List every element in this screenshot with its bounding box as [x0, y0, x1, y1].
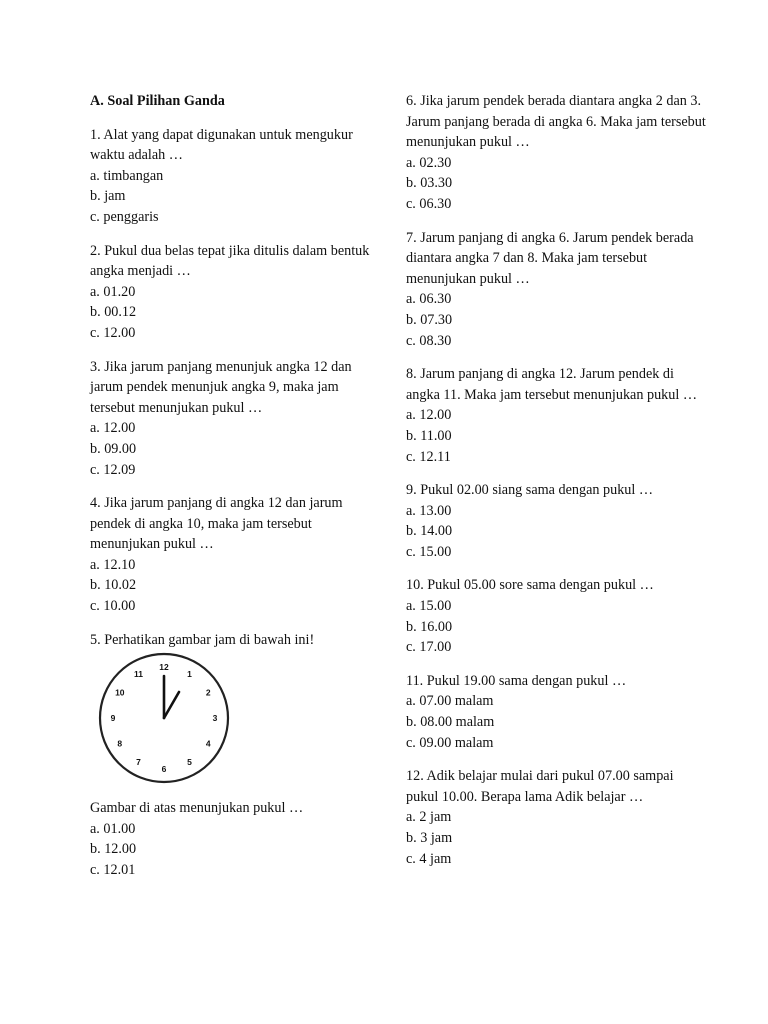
option-b: b. 14.00: [406, 523, 453, 540]
option-b: b. 11.00: [406, 427, 452, 444]
clock-number: 2: [205, 687, 211, 698]
question-12: [406, 766, 706, 869]
option-a: a. 12.00: [90, 420, 136, 437]
option-c: c. 06.30: [406, 195, 452, 212]
question-10: [406, 575, 706, 657]
option-b: b. 3 jam: [406, 830, 453, 846]
option-a: a. 02.30: [406, 154, 452, 171]
option-c: c. 12.00: [90, 324, 136, 341]
option-b: b. 00.12: [90, 304, 137, 321]
option-a: a. 12.00: [406, 407, 452, 424]
section-title: A. Soal Pilihan Ganda: [90, 93, 225, 109]
clock-number: 11: [134, 669, 143, 680]
option-b: b. 12.00: [90, 841, 137, 858]
option-a: a. 13.00: [406, 502, 452, 519]
clock-number: 5: [187, 757, 192, 768]
clock-number: 8: [117, 738, 123, 749]
option-a: a. 12.10: [90, 556, 136, 573]
clock-face: [94, 648, 234, 788]
option-c: c. 12.11: [406, 448, 451, 465]
question-2: [90, 241, 382, 344]
option-c: c. 12.01: [90, 862, 136, 879]
question-stem: 5. Perhatikan gambar jam di bawah ini!: [90, 631, 315, 648]
question-stem: 7. Jarum panjang di angka 6. Jarum pendek berada diantara angka 7 dan 8. Maka jam tersebut menunjukan pukul …: [406, 229, 694, 287]
option-b: b. jam: [90, 188, 126, 205]
question-5: [90, 630, 382, 881]
option-c: c. 12.09: [90, 461, 136, 478]
question-9: [406, 480, 706, 562]
question-stem: 1. Alat yang dapat digunakan untuk mengukur waktu adalah …: [90, 126, 353, 164]
clock-number: 7: [136, 757, 141, 768]
option-b: b. 08.00 malam: [406, 714, 495, 731]
option-b: b. 16.00: [406, 618, 453, 635]
option-a: a. 01.20: [90, 283, 136, 300]
question-4: [90, 493, 382, 617]
question-stem: 9. Pukul 02.00 siang sama dengan pukul …: [406, 482, 654, 499]
question-stem: 2. Pukul dua belas tepat jika ditulis dalam bentuk angka menjadi …: [90, 242, 370, 280]
option-c: c. 4 jam: [406, 850, 452, 867]
option-a: a. timbangan: [90, 167, 164, 184]
option-c: c. penggaris: [90, 208, 159, 225]
option-c: c. 17.00: [406, 639, 452, 656]
clock-image: [94, 648, 234, 788]
question-stem: 6. Jika jarum pendek berada diantara angka 2 dan 3. Jarum panjang berada di angka 6. Maka jam tersebut menunjukan pukul …: [406, 93, 706, 151]
question-11: [406, 671, 706, 753]
question-stem: 11. Pukul 19.00 sama dengan pukul …: [406, 672, 627, 689]
clock-number: 1: [187, 669, 192, 680]
question-stem: 10. Pukul 05.00 sore sama dengan pukul …: [406, 577, 654, 594]
clock-number: 4: [205, 738, 211, 749]
option-c: c. 09.00 malam: [406, 734, 494, 751]
option-c: c. 15.00: [406, 543, 452, 560]
option-a: a. 06.30: [406, 291, 452, 308]
question-7: [406, 228, 706, 352]
clock-number: 3: [212, 713, 218, 724]
option-a: a. 01.00: [90, 820, 136, 837]
question-1: [90, 125, 382, 228]
question-stem-followup: Gambar di atas menunjukan pukul …: [90, 800, 304, 817]
question-stem: 4. Jika jarum panjang di angka 12 dan jarum pendek di angka 10, maka jam tersebut menunjukan pukul …: [90, 495, 343, 553]
clock-number: 9: [110, 713, 116, 724]
question-stem: 12. Adik belajar mulai dari pukul 07.00 sampai pukul 10.00. Berapa lama Adik belajar …: [406, 768, 674, 805]
question-3: [90, 357, 382, 481]
clock-number: 6: [161, 764, 167, 775]
option-a: a. 15.00: [406, 598, 452, 615]
question-stem: 3. Jika jarum panjang menunjuk angka 12 dan jarum pendek menunjuk angka 9, maka jam tersebut menunjukan pukul …: [90, 358, 352, 416]
clock-number: 10: [115, 687, 125, 698]
question-8: [406, 364, 706, 467]
question-stem: 8. Jarum panjang di angka 12. Jarum pendek di angka 11. Maka jam tersebut menunjukan pukul …: [406, 366, 698, 403]
option-c: c. 08.30: [406, 332, 452, 349]
option-b: b. 03.30: [406, 175, 453, 192]
clock-number: 12: [159, 662, 169, 673]
option-b: b. 10.02: [90, 577, 137, 594]
option-b: b. 09.00: [90, 440, 137, 457]
option-c: c. 10.00: [90, 598, 136, 615]
option-b: b. 07.30: [406, 311, 453, 328]
right-column: [406, 91, 706, 882]
left-column: [90, 91, 382, 894]
question-6: [406, 91, 706, 215]
option-a: a. 2 jam: [406, 809, 452, 826]
option-a: a. 07.00 malam: [406, 693, 494, 710]
